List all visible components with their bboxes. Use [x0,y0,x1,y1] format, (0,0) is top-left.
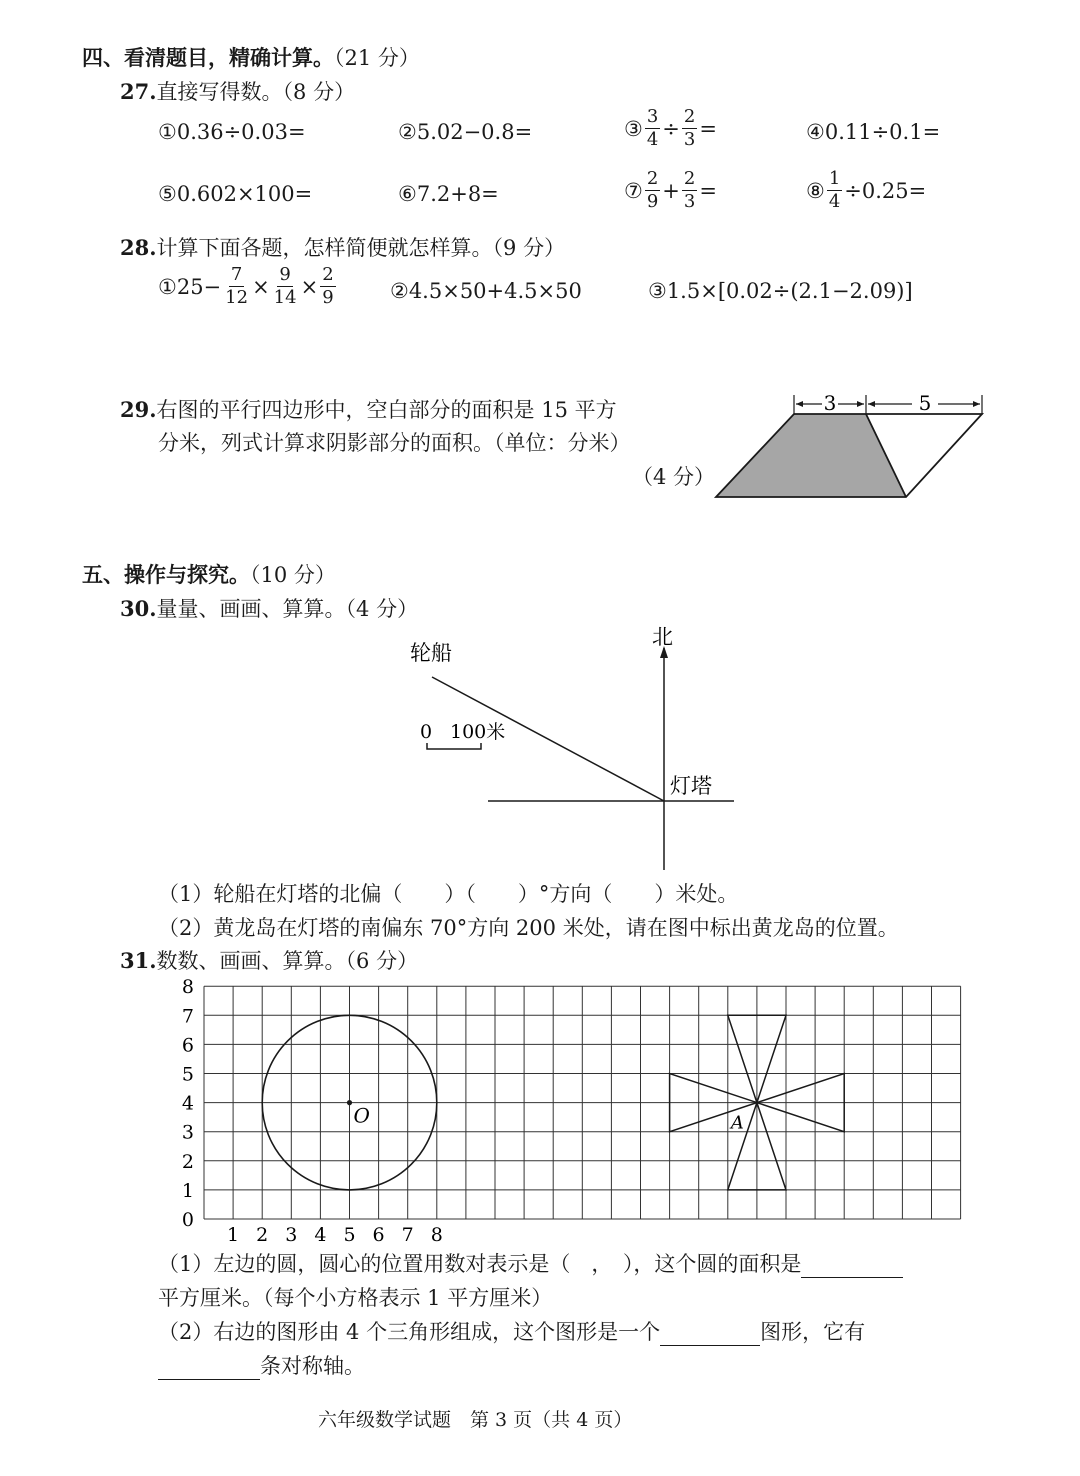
circle-center-point [347,1100,352,1105]
item-mark: ③ [624,116,643,141]
item-mark: ② [398,120,417,144]
item-mark: ⑥ [398,182,417,206]
item-expression: 5.02−0.8= [416,120,533,144]
item-expression: 0.11÷0.1= [824,120,941,144]
center-label-o: O [353,1103,370,1128]
point-label-a: A [730,1112,744,1134]
y-tick-label: 6 [181,1034,194,1057]
shaded-trapezoid [716,414,906,497]
q31-number: 31. [120,948,157,973]
fraction: $\frac{2}{3}$ [683,168,696,212]
section-4-points: （21 分） [334,46,420,70]
fraction: $\frac{2}{9}$ [322,264,334,308]
q28-item-3: ③1.5×[0.02÷(2.1−2.09)] [648,279,913,303]
lighthouse-label: 灯塔 [670,774,712,798]
arrow-right-icon [973,401,980,407]
item-expression: 0.602×100= [176,182,313,206]
q31-sub-2-text: （2）右边的图形由 4 个三角形组成，这个图形是一个 [158,1320,661,1344]
section-5-points: （10 分） [250,563,336,587]
q27-item-1 [158,120,306,144]
q27-item-2 [398,120,532,144]
x-tick-label: 4 [314,1224,327,1245]
coordinate-grid [170,975,970,1245]
section-4-title [82,42,420,72]
dim-label-right: 5 [918,391,932,415]
ship-label: 轮船 [410,641,452,665]
section-5-heading: 五、操作与探究。 [82,563,250,587]
q30-number: 30. [120,596,157,621]
answer-blank[interactable] [801,1257,903,1278]
q28-number: 28. [120,235,157,260]
item-expression: 7.2+8= [416,182,499,206]
q31-header [120,945,418,975]
operator: × [252,274,270,299]
item-mark: ⑦ [624,178,643,203]
item-mark: ⑧ [806,178,825,203]
fraction: $\frac{2}{9}$ [646,168,659,212]
q27-item-8 [806,170,926,211]
q27-item-6 [398,182,499,206]
q31-sub-1-text: （1）左边的圆，圆心的位置用数对表示是（ ， ），这个圆的面积是 [158,1252,802,1276]
arrow-left-icon [868,401,875,407]
q29-text-2: 分米，列式计算求阴影部分的面积。（单位：分米） [158,431,631,455]
x-tick-label: 8 [430,1224,443,1245]
q29-text-1: 右图的平行四边形中，空白部分的面积是 15 平方 [156,398,617,422]
item-expression: 0.36÷0.03= [176,120,306,144]
q31-sub-1-line-1 [158,1248,903,1278]
y-tick-label: 1 [181,1179,194,1202]
dim-label-left: 3 [823,391,837,415]
scale-label: 100米 [450,721,506,743]
q30-header [120,593,418,623]
fraction: $\frac{2}{3}$ [683,106,696,150]
x-tick-label: 6 [372,1224,385,1245]
q27-item-4 [806,120,940,144]
page-footer: 六年级数学试题 第 3 页（共 4 页） [318,1409,633,1431]
q27-item-5 [158,182,312,206]
q31-sub-2-text-c: 条对称轴。 [260,1354,365,1378]
q27-item-7 [624,170,717,211]
q28-item-2: ②4.5×50+4.5×50 [390,279,582,303]
x-tick-label: 2 [256,1224,269,1245]
q28-header [120,232,565,262]
fraction: $\frac{9}{14}$ [273,264,297,308]
fraction: $\frac{1}{4}$ [828,168,841,212]
answer-blank[interactable] [158,1359,260,1380]
item-expression: ÷0.25= [844,178,927,203]
arrow-left-icon [796,401,803,407]
y-axis-labels [182,976,194,1231]
fraction: $\frac{7}{12}$ [225,264,249,308]
scale-zero-label: 0 [420,721,433,743]
answer-blank[interactable] [660,1325,760,1346]
q27-item-3 [624,108,717,149]
scale-bar [427,743,481,749]
y-tick-label: 0 [181,1209,194,1231]
item-mark: ⑤ [158,182,177,206]
y-tick-label: 8 [181,976,194,999]
equals-sign: = [699,116,717,141]
arrow-right-icon [857,401,864,407]
item-mark: ① [158,274,177,299]
q28-text: 计算下面各题，怎样简便就怎样算。（9 分） [156,236,566,260]
operator: ÷ [662,116,680,141]
x-axis-labels [227,1224,443,1245]
north-label: 北 [652,625,673,649]
operator: + [662,178,680,203]
item-mark: ④ [806,120,825,144]
operator: × [300,274,319,299]
section-4-heading: 四、看清题目，精确计算。 [82,46,334,70]
q27-number: 27. [120,79,157,104]
item-mark: ① [158,120,177,144]
y-tick-label: 4 [181,1092,194,1115]
x-tick-label: 5 [343,1224,356,1245]
section-5-title [82,559,336,589]
q31-sub-2-text-b: 图形，它有 [760,1320,866,1344]
q31-sub-1-line-2: 平方厘米。（每个小方格表示 1 平方厘米） [158,1286,553,1310]
q30-text: 量量、画画、算算。（4 分） [156,597,419,621]
q30-sub-2: （2）黄龙岛在灯塔的南偏东 70°方向 200 米处，请在图中标出黄龙岛的位置。 [158,916,899,940]
y-tick-label: 5 [181,1063,194,1086]
q29-points: （4 分） [632,465,716,489]
fraction: $\frac{3}{4}$ [646,106,659,150]
q27-header [120,76,355,106]
q29-number: 29. [120,397,157,422]
y-tick-label: 2 [181,1150,194,1173]
x-tick-label: 1 [227,1224,240,1245]
x-tick-label: 7 [401,1224,414,1245]
y-tick-label: 3 [181,1121,194,1144]
item-expression: 25− [176,274,222,299]
direction-diagram [400,620,760,875]
q28-item-1 [158,266,338,307]
q27-text: 直接写得数。（8 分） [156,80,356,104]
q31-sub-2-line-2 [158,1350,365,1380]
q29-line-1 [120,394,617,424]
q30-sub-1: （1）轮船在灯塔的北偏（ ）（ ）°方向（ ）米处。 [158,882,739,906]
q31-text: 数数、画画、算算。（6 分） [156,949,419,973]
x-tick-label: 3 [285,1224,298,1245]
q31-sub-2-line-1 [158,1316,865,1346]
parallelogram-figure [700,385,1000,505]
equals-sign: = [699,178,717,203]
y-tick-label: 7 [181,1005,194,1028]
